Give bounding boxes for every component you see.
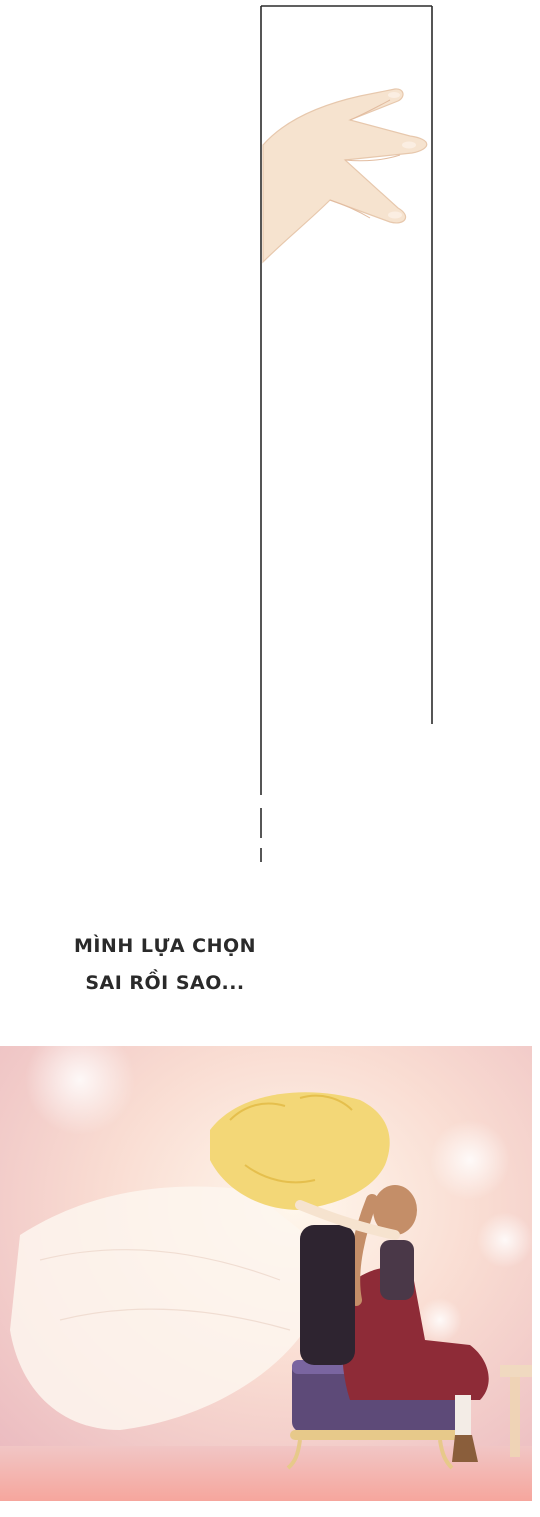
narration-line-2: SAI RỒI SAO...	[85, 972, 245, 994]
narration-line-1: MÌNH LỰA CHỌN	[73, 935, 257, 957]
